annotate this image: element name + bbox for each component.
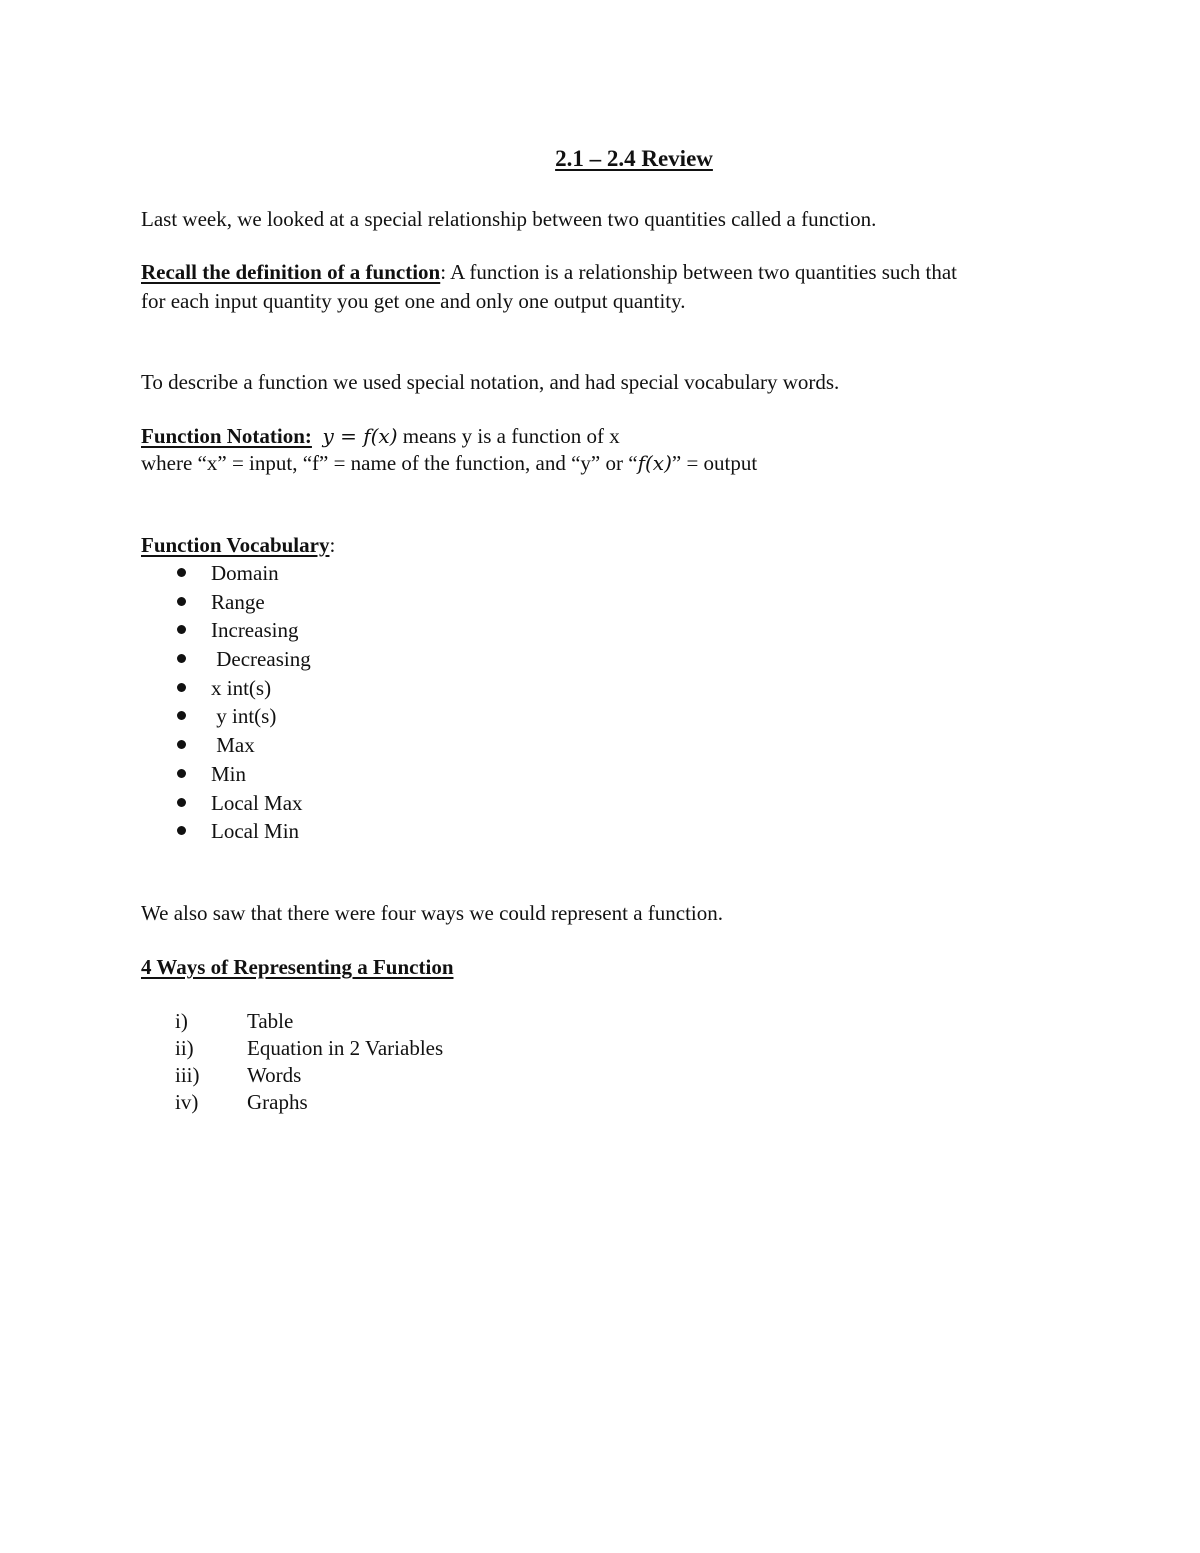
list-item-label: Words bbox=[247, 1063, 302, 1087]
page-title bbox=[0, 144, 1200, 174]
recall-definition-line2: for each input quantity you get one and only one output quantity. bbox=[141, 289, 686, 313]
describe-paragraph: To describe a function we used special notation, and had special vocabulary words. bbox=[141, 370, 840, 394]
function-notation-line1 bbox=[141, 422, 620, 450]
function-vocabulary-colon: : bbox=[329, 533, 336, 557]
function-notation-line2 bbox=[141, 449, 757, 477]
list-marker: i) bbox=[175, 1009, 188, 1033]
notation-where-text: where “x” = input, “f” = name of the function, and “y” or “ bbox=[141, 451, 638, 475]
bullet-icon bbox=[177, 798, 186, 807]
four-ways-intro: We also saw that there were four ways we could represent a function. bbox=[141, 901, 724, 925]
list-marker: iii) bbox=[175, 1063, 200, 1087]
recall-definition-text: : A function is a relationship between two quantities such that bbox=[440, 260, 957, 284]
list-item-label: Equation in 2 Variables bbox=[247, 1036, 444, 1060]
bullet-icon bbox=[177, 683, 186, 692]
notation-meaning: means y is a function of x bbox=[397, 424, 620, 448]
notation-output-text: ” = output bbox=[671, 451, 758, 475]
intro-paragraph: Last week, we looked at a special relationship between two quantities called a function. bbox=[141, 207, 877, 231]
function-vocabulary-heading: Function Vocabulary bbox=[141, 533, 330, 557]
bullet-icon bbox=[177, 711, 186, 720]
bullet-icon bbox=[177, 654, 186, 663]
bullet-icon bbox=[177, 568, 186, 577]
function-vocabulary-heading-line bbox=[141, 531, 335, 559]
four-ways-heading: 4 Ways of Representing a Function bbox=[141, 955, 454, 979]
list-item-label: Graphs bbox=[247, 1090, 308, 1114]
list-marker: iv) bbox=[175, 1090, 199, 1114]
four-ways-heading-line bbox=[141, 953, 454, 981]
list-marker: ii) bbox=[175, 1036, 194, 1060]
list-item-label: Table bbox=[247, 1009, 294, 1033]
document-page: 2.1 – 2.4 Review Last week, we looked at a special relationship between two quantities called a function. Recall the definition of a function: A function is a relationship between two quantities such that for each input quantity you get one and only one output quantity. To describe a function we used special notation, and had special vocabulary words. Function Notation: y = f(x) means y is a function of x where “x” = input, “f” = name of the function, and “y” or “f(x)” = output Function Vocabulary: Domain Range Increasing Decreasing x int(s) y int(s) Max Min Local Max Local Min We also saw that there were four ways we could represent a function. 4 Ways of Representing a Function i) Table ii) Equation in 2 Variables iii) Words iv) Graphs bbox=[0, 0, 1200, 1553]
bullet-icon bbox=[177, 740, 186, 749]
notation-formula: y = f(x) bbox=[322, 424, 398, 448]
page-title-text: 2.1 – 2.4 Review bbox=[555, 146, 713, 171]
bullet-icon bbox=[177, 826, 186, 835]
recall-definition-heading: Recall the definition of a function bbox=[141, 260, 441, 284]
function-notation-heading: Function Notation: bbox=[141, 424, 312, 448]
bullet-icon bbox=[177, 597, 186, 606]
notation-output-formula: f(x) bbox=[637, 451, 672, 475]
recall-definition-line1 bbox=[141, 258, 957, 286]
bullet-icon bbox=[177, 769, 186, 778]
bullet-icon bbox=[177, 625, 186, 634]
